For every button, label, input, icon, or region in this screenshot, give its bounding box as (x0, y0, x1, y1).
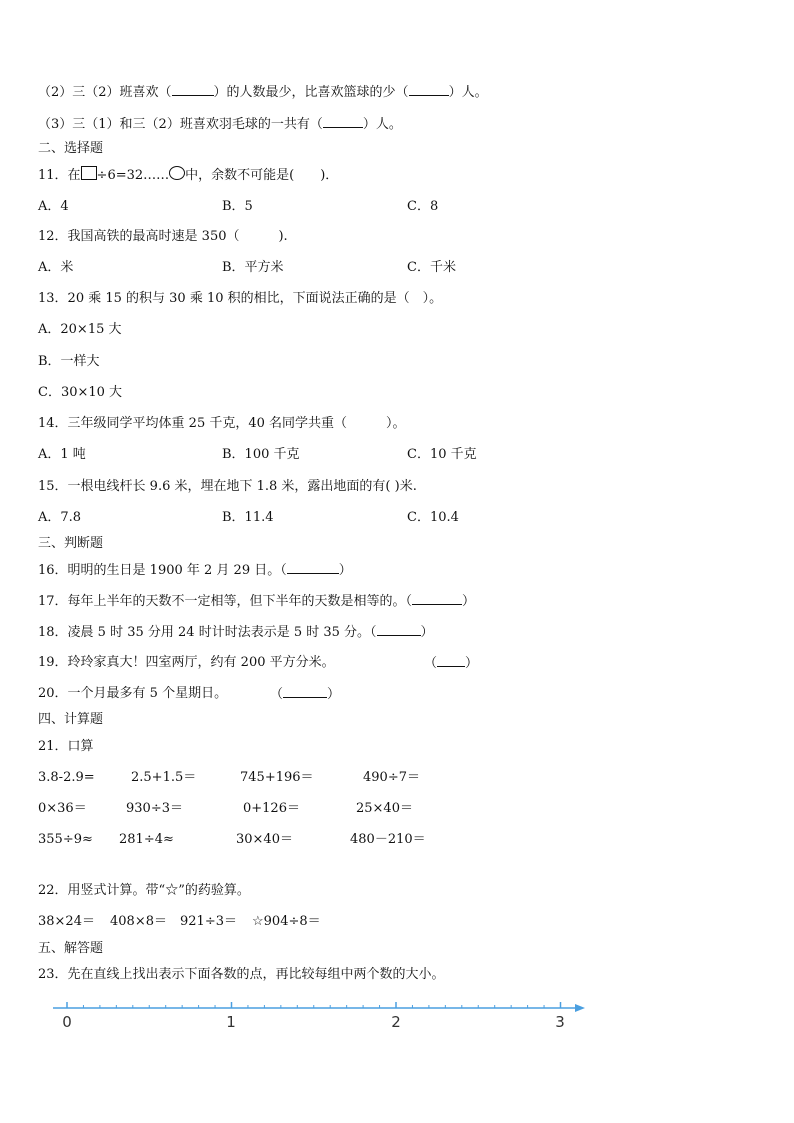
option-c[interactable]: C．10 千克 (407, 447, 477, 462)
oral-item: 30×40＝ (236, 832, 293, 847)
judge-bracket: （ ） (424, 656, 479, 671)
question-23: 23．先在直线上找出表示下面各数的点，再比较每组中两个数的大小。 (38, 967, 445, 982)
option-a[interactable]: A．7.8 (38, 510, 82, 525)
section-heading-calc: 四、计算题 (38, 712, 104, 727)
question-20: 20．一个月最多有 5 个星期日。 (38, 686, 228, 701)
option-a[interactable]: A．4 (38, 199, 69, 214)
section-heading-judge: 三、判断题 (38, 536, 104, 551)
option-a[interactable]: A．1 吨 (38, 447, 86, 462)
oral-item: 745+196＝ (240, 770, 314, 785)
option-c[interactable]: C．千米 (407, 260, 456, 275)
option-c[interactable]: C．10.4 (407, 510, 459, 525)
question-19: 19．玲玲家真大！四室两厅，约有 200 平方分米。 (38, 655, 335, 670)
answer-blank[interactable] (437, 654, 465, 667)
question-13: 13．20 乘 15 的积与 30 乘 10 积的相比，下面说法正确的是（ ）。 (38, 291, 443, 306)
section-heading-choice: 二、选择题 (38, 141, 104, 156)
oral-item: 930÷3＝ (126, 801, 183, 816)
question-15: 15．一根电线杆长 9.6 米，埋在地下 1.8 米，露出地面的有( )米. (38, 479, 417, 494)
question-part-2: （2）三（2）班喜欢（ ）的人数最少，比喜欢篮球的少（ ）人。 (38, 85, 488, 100)
oral-item: 355÷9≈ (38, 832, 93, 847)
answer-blank[interactable] (412, 592, 462, 605)
oral-item: 0+126＝ (243, 801, 300, 816)
square-box-icon (81, 166, 97, 180)
number-line-label: 2 (391, 1013, 401, 1031)
number-line-label: 0 (62, 1013, 72, 1031)
answer-blank[interactable] (172, 83, 214, 96)
question-18: 18．凌晨 5 时 35 分用 24 时计时法表示是 5 时 35 分。（ ） (38, 625, 434, 640)
number-line-label: 3 (555, 1013, 565, 1031)
answer-blank[interactable] (409, 83, 449, 96)
vertical-item: ☆904÷8＝ (252, 914, 321, 929)
question-16: 16．明明的生日是 1900 年 2 月 29 日。（ ） (38, 563, 352, 578)
vertical-item: 38×24＝ (38, 914, 95, 929)
question-17: 17．每年上半年的天数不一定相等，但下半年的天数是相等的。（ ） (38, 594, 476, 609)
oral-item: 0×36＝ (38, 801, 87, 816)
oral-item: 480－210＝ (350, 832, 426, 847)
oral-item: 490÷7＝ (363, 770, 420, 785)
option-a[interactable]: A．米 (38, 260, 74, 275)
oral-item: 2.5+1.5＝ (131, 770, 197, 785)
section-heading-answer: 五、解答题 (38, 941, 104, 956)
question-14: 14．三年级同学平均体重 25 千克，40 名同学共重（ ）。 (38, 416, 406, 431)
option-b[interactable]: B．100 千克 (222, 447, 300, 462)
arrow-right-icon (575, 1004, 585, 1012)
vertical-item: 408×8＝ (110, 914, 167, 929)
answer-blank[interactable] (287, 561, 339, 574)
question-22: 22．用竖式计算。带“☆”的药验算。 (38, 883, 250, 898)
number-line-label: 1 (226, 1013, 236, 1031)
oral-item: 3.8-2.9= (38, 770, 95, 785)
option-c[interactable]: C．30×10 大 (38, 385, 123, 400)
question-11: 11．在 ÷6=32…… 中，余数不可能是( )． (38, 168, 339, 183)
vertical-item: 921÷3＝ (180, 914, 237, 929)
number-line (45, 995, 645, 1045)
answer-blank[interactable] (323, 115, 363, 128)
option-c[interactable]: C．8 (407, 199, 439, 214)
oral-item: 25×40＝ (356, 801, 413, 816)
circle-icon (169, 166, 185, 180)
oral-item: 281÷4≈ (119, 832, 174, 847)
question-12: 12．我国高铁的最高时速是 350（ ). (38, 229, 288, 244)
answer-blank[interactable] (377, 623, 421, 636)
answer-blank[interactable] (283, 685, 327, 698)
option-b[interactable]: B．5 (222, 199, 253, 214)
option-a[interactable]: A．20×15 大 (38, 322, 122, 337)
question-21: 21．口算 (38, 739, 94, 754)
option-b[interactable]: B．一样大 (38, 354, 100, 369)
option-b[interactable]: B．11.4 (222, 510, 274, 525)
judge-bracket: （ ） (270, 687, 341, 702)
question-part-3: （3）三（1）和三（2）班喜欢羽毛球的一共有（ ）人。 (38, 117, 402, 132)
option-b[interactable]: B．平方米 (222, 260, 284, 275)
